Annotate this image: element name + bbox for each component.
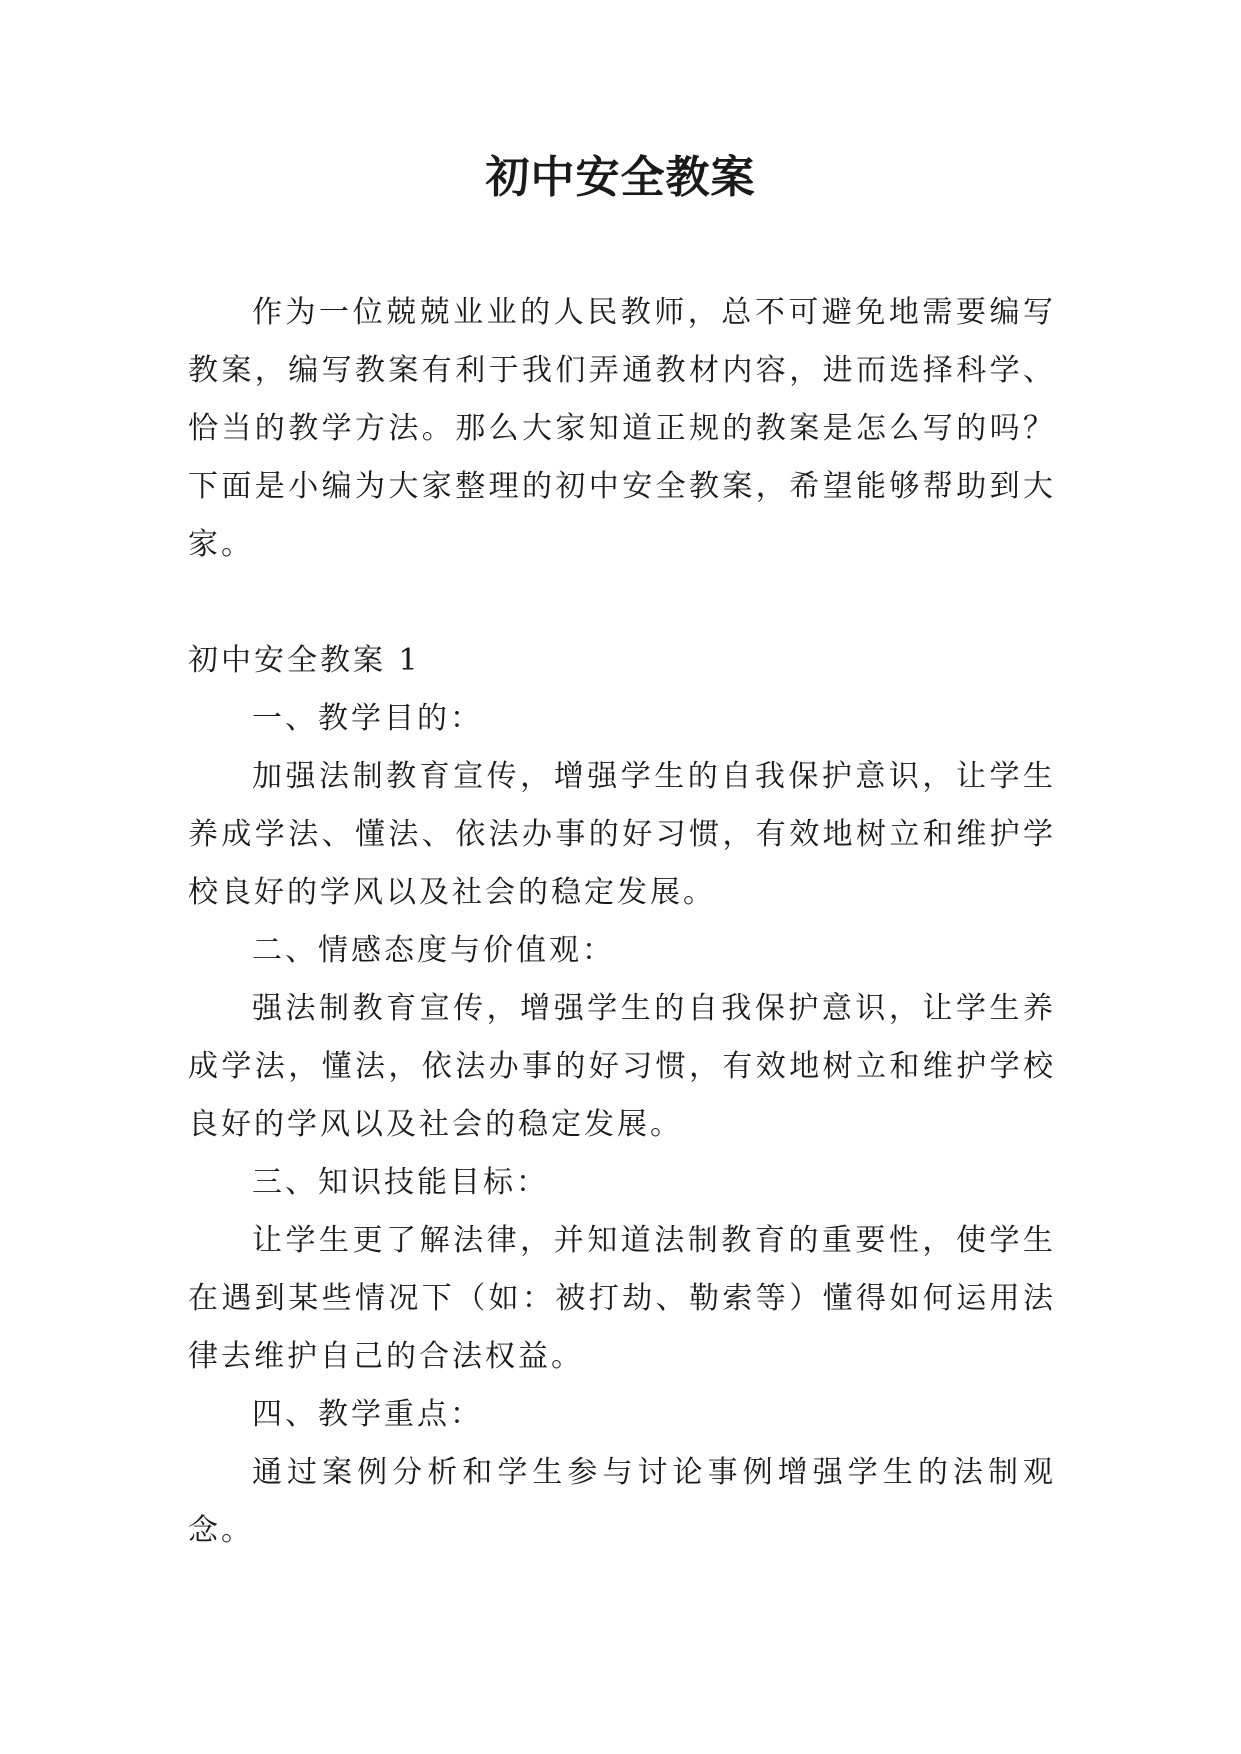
heading-values: 二、情感态度与价值观：: [252, 933, 615, 968]
heading-key-points: 四、教学重点：: [252, 1397, 483, 1432]
section-title: 初中安全教案 1: [188, 643, 421, 678]
body-paragraph: 让学生更了解法律，并知道法制教育的重要性，使学生在遇到某些情况下（如：被打劫、勒索等）懂得如何运用法律去维护自己的合法权益。: [188, 1223, 1056, 1374]
body-paragraph: 强法制教育宣传，增强学生的自我保护意识，让学生养成学法，懂法，依法办事的好习惯，有效地树立和维护学校良好的学风以及社会的稳定发展。: [188, 991, 1056, 1142]
heading-skills-goal: 三、知识技能目标：: [252, 1165, 549, 1200]
document-body: [188, 284, 1056, 1560]
paragraph-spacer: [188, 574, 1056, 632]
intro-paragraph: 作为一位兢兢业业的人民教师，总不可避免地需要编写教案，编写教案有利于我们弄通教材内容，进而选择科学、恰当的教学方法。那么大家知道正规的教案是怎么写的吗？下面是小编为大家整理的初中安全教案，希望能够帮助到大家。: [188, 295, 1056, 562]
document-title: 初中安全教案: [485, 152, 756, 203]
body-paragraph: 通过案例分析和学生参与讨论事例增强学生的法制观念。: [188, 1455, 1056, 1548]
body-paragraph: 加强法制教育宣传，增强学生的自我保护意识，让学生养成学法、懂法、依法办事的好习惯，有效地树立和维护学校良好的学风以及社会的稳定发展。: [188, 759, 1056, 910]
heading-teaching-goal: 一、教学目的：: [252, 701, 483, 736]
